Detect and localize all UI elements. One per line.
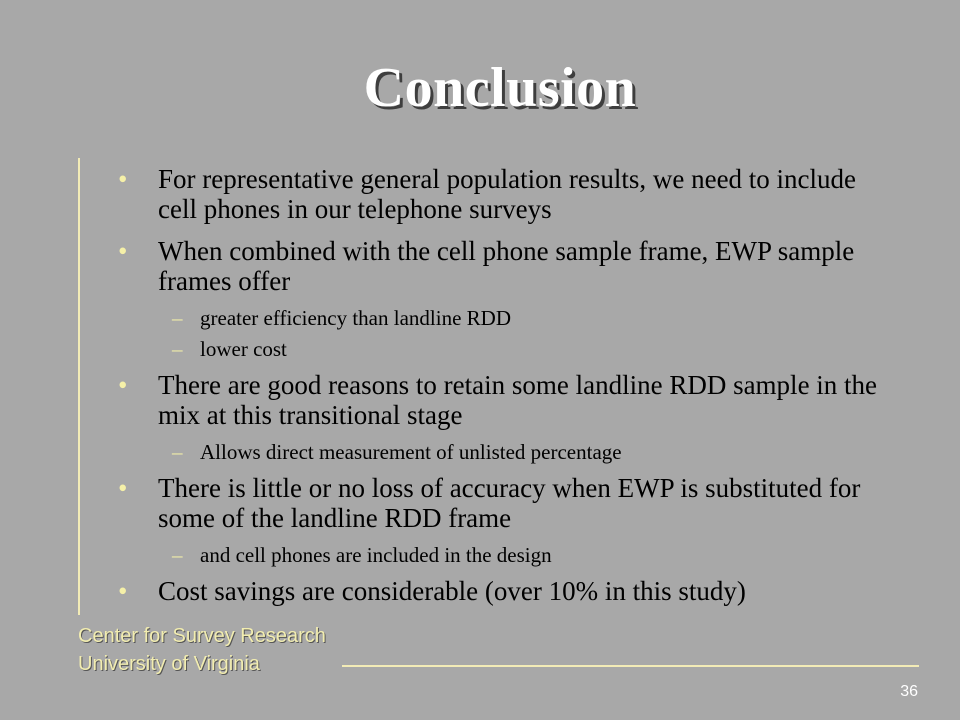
- sub-bullet-item: [110, 440, 900, 464]
- bullet-item: [110, 576, 900, 606]
- sub-bullet-item: [110, 543, 900, 567]
- sub-bullet-item: [110, 337, 900, 361]
- bullet-text: For representative general population results, we need to include cell phones in our telephone surveys: [158, 164, 857, 224]
- slide-title: Conclusion: [363, 57, 637, 119]
- sub-bullet-marker: –: [172, 543, 183, 567]
- bullet-text: There is little or no loss of accuracy when EWP is substituted for some of the landline RDD frame: [158, 473, 861, 533]
- bullet-marker: •: [118, 370, 128, 400]
- sub-bullet-item: [110, 306, 900, 330]
- vertical-divider: [78, 158, 80, 615]
- sub-bullet-marker: –: [172, 337, 183, 361]
- bullet-marker: •: [118, 236, 128, 266]
- bullet-item: [110, 370, 900, 430]
- bullet-list: [110, 164, 900, 618]
- sub-bullet-text: greater efficiency than landline RDD: [200, 306, 511, 330]
- bullet-item: [110, 473, 900, 533]
- sub-bullet-text: Allows direct measurement of unlisted percentage: [200, 440, 622, 464]
- footer-line-1: Center for Survey Research: [78, 625, 326, 647]
- bullet-marker: •: [118, 576, 128, 606]
- bullet-item: [110, 164, 900, 224]
- sub-bullet-marker: –: [172, 306, 183, 330]
- footer-org: [78, 622, 326, 678]
- sub-bullet-text: and cell phones are included in the design: [200, 543, 552, 567]
- bullet-item: [110, 236, 900, 296]
- page-number: 36: [900, 683, 918, 700]
- bullet-text: There are good reasons to retain some landline RDD sample in the mix at this transitional stage: [158, 370, 878, 430]
- bullet-text: Cost savings are considerable (over 10% in this study): [158, 576, 746, 606]
- bullet-marker: •: [118, 473, 128, 503]
- footer-line-2: University of Virginia: [78, 653, 260, 675]
- bullet-text: When combined with the cell phone sample frame, EWP sample frames offer: [158, 236, 855, 296]
- sub-bullet-marker: –: [172, 440, 183, 464]
- horizontal-divider: [342, 665, 919, 667]
- sub-bullet-text: lower cost: [200, 337, 287, 361]
- bullet-marker: •: [118, 164, 128, 194]
